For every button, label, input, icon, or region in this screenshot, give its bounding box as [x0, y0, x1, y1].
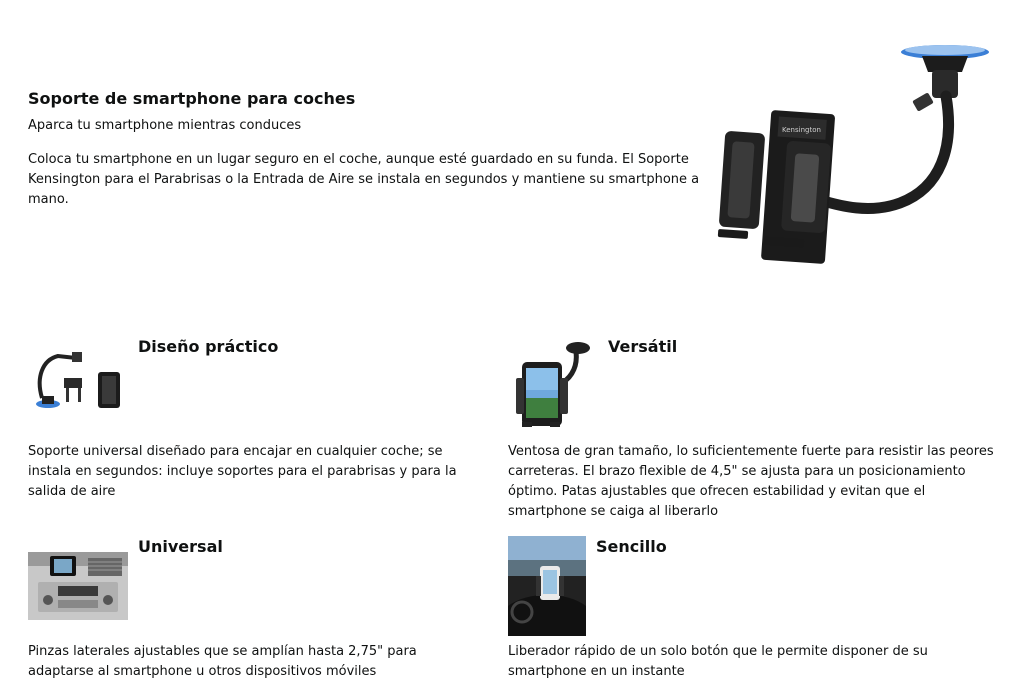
hero-subtitle: Aparca tu smartphone mientras conduces [28, 118, 302, 133]
hero-title: Soporte de smartphone para coches [28, 89, 356, 108]
feature-image-versatile [508, 338, 598, 432]
feature-image-practical-design [28, 338, 128, 414]
feature-text-simple: Liberador rápido de un solo botón que le permite disponer de su smartphone en un instante [508, 644, 928, 679]
feature-image-universal [28, 552, 128, 620]
feature-text-versatile: Ventosa de gran tamaño, lo suficientemente fuerte para resistir las peores carreteras. El brazo flexible de 4,5" se ajusta para un posicionamiento óptimo. Patas ajustables que ofrecen estabilidad y evitan que el smartphone se caiga al liberarlo [508, 444, 994, 519]
feature-text-practical-design: Soporte universal diseñado para encajar en cualquier coche; se instala en segundos: incluye soportes para el parabrisas y para la salida de aire [28, 444, 457, 499]
brand-label: Kensington [782, 126, 821, 134]
feature-title-universal: Universal [138, 537, 223, 556]
hero-description: Coloca tu smartphone en un lugar seguro en el coche, aunque esté guardado en su funda. El Soporte Kensington para el Parabrisas o la Entrada de Aire se instala en segundos y mantiene su smartphone a mano. [28, 152, 700, 207]
product-image-windshield-mount [700, 38, 1000, 270]
feature-image-simple [508, 536, 586, 636]
feature-title-practical-design: Diseño práctico [138, 337, 279, 356]
feature-text-universal: Pinzas laterales ajustables que se amplían hasta 2,75" para adaptarse al smartphone u otros dispositivos móviles [28, 644, 417, 679]
feature-title-versatile: Versátil [608, 337, 678, 356]
feature-title-simple: Sencillo [596, 537, 667, 556]
